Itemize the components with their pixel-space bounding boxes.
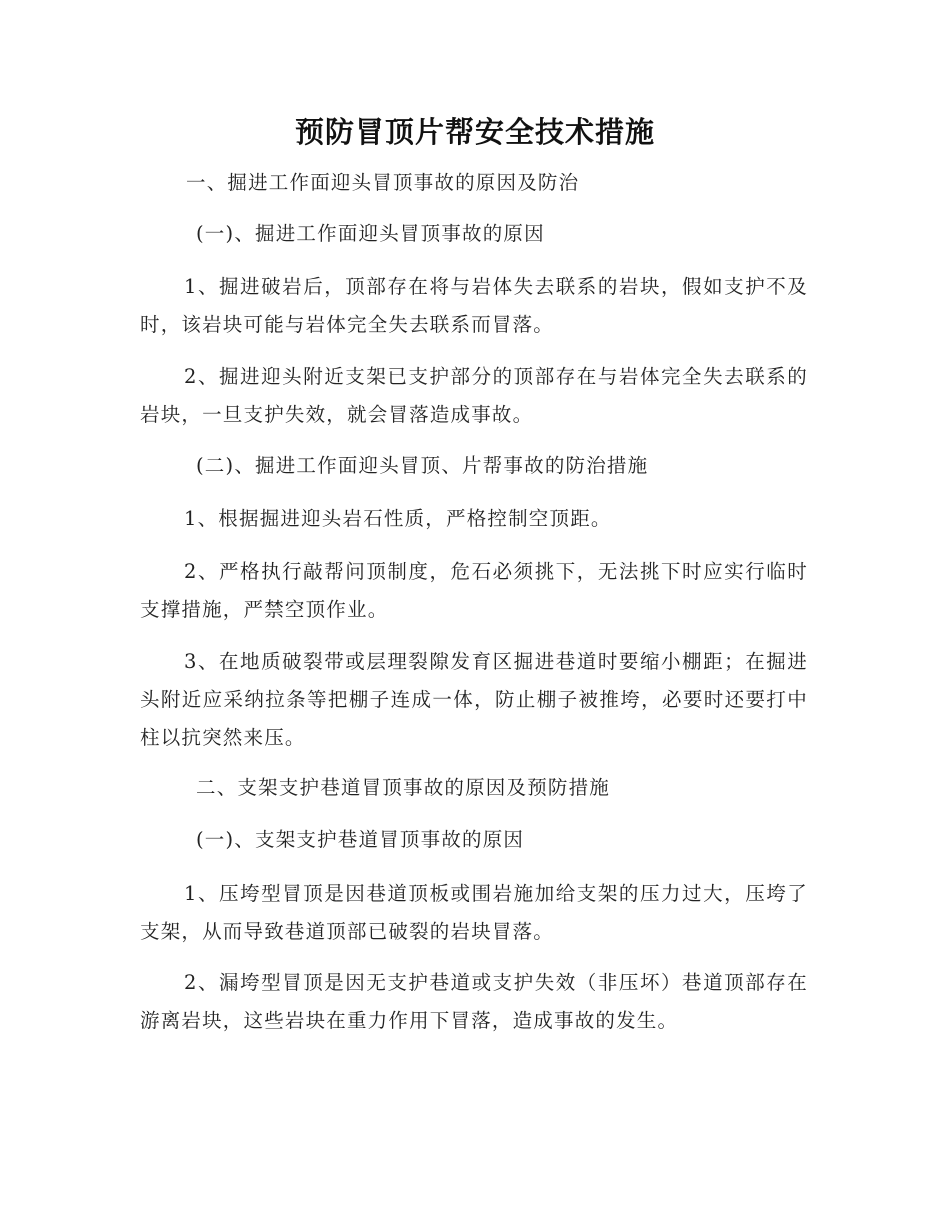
document-title: 预防冒顶片帮安全技术措施 <box>294 115 655 149</box>
section-2-sub-1-heading: (一)、支架支护巷道冒顶事故的原因 <box>196 828 525 851</box>
section-1-sub-1-item-2: 2、掘进迎头附近支架已支护部分的顶部存在与岩体完全失去联系的岩块，一旦支护失效，就会冒落造成事故。 <box>140 365 808 426</box>
section-1-sub-2-item-2: 2、严格执行敲帮问顶制度，危石必须挑下，无法挑下时应实行临时支撑措施，严禁空顶作业。 <box>140 560 808 621</box>
section-2-sub-1-item-2: 2、漏垮型冒顶是因无支护巷道或支护失效（非压坏）巷道顶部存在游离岩块，这些岩块在重力作用下冒落，造成事故的发生。 <box>140 971 808 1032</box>
section-1-sub-1-item-1: 1、掘进破岩后，顶部存在将与岩体失去联系的岩块，假如支护不及时，该岩块可能与岩体完全失去联系而冒落。 <box>140 275 808 336</box>
section-1-heading: 一、掘进工作面迎头冒顶事故的原因及防治 <box>186 171 580 194</box>
section-2-heading: 二、支架支护巷道冒顶事故的原因及预防措施 <box>196 776 611 799</box>
section-1-sub-2-item-1: 1、根据掘进迎头岩石性质，严格控制空顶距。 <box>184 507 612 530</box>
section-1-sub-1-heading: (一)、掘进工作面迎头冒顶事故的原因 <box>196 222 545 245</box>
section-2-sub-1-item-1: 1、压垮型冒顶是因巷道顶板或围岩施加给支架的压力过大，压垮了支架，从而导致巷道顶部已破裂的岩块冒落。 <box>140 882 808 943</box>
section-1-sub-2-heading: (二)、掘进工作面迎头冒顶、片帮事故的防治措施 <box>196 454 649 477</box>
section-1-sub-2-item-3: 3、在地质破裂带或层理裂隙发育区掘进巷道时要缩小棚距；在掘进头附近应采纳拉条等把棚子连成一体，防止棚子被推垮，必要时还要打中柱以抗突然来压。 <box>140 650 808 749</box>
